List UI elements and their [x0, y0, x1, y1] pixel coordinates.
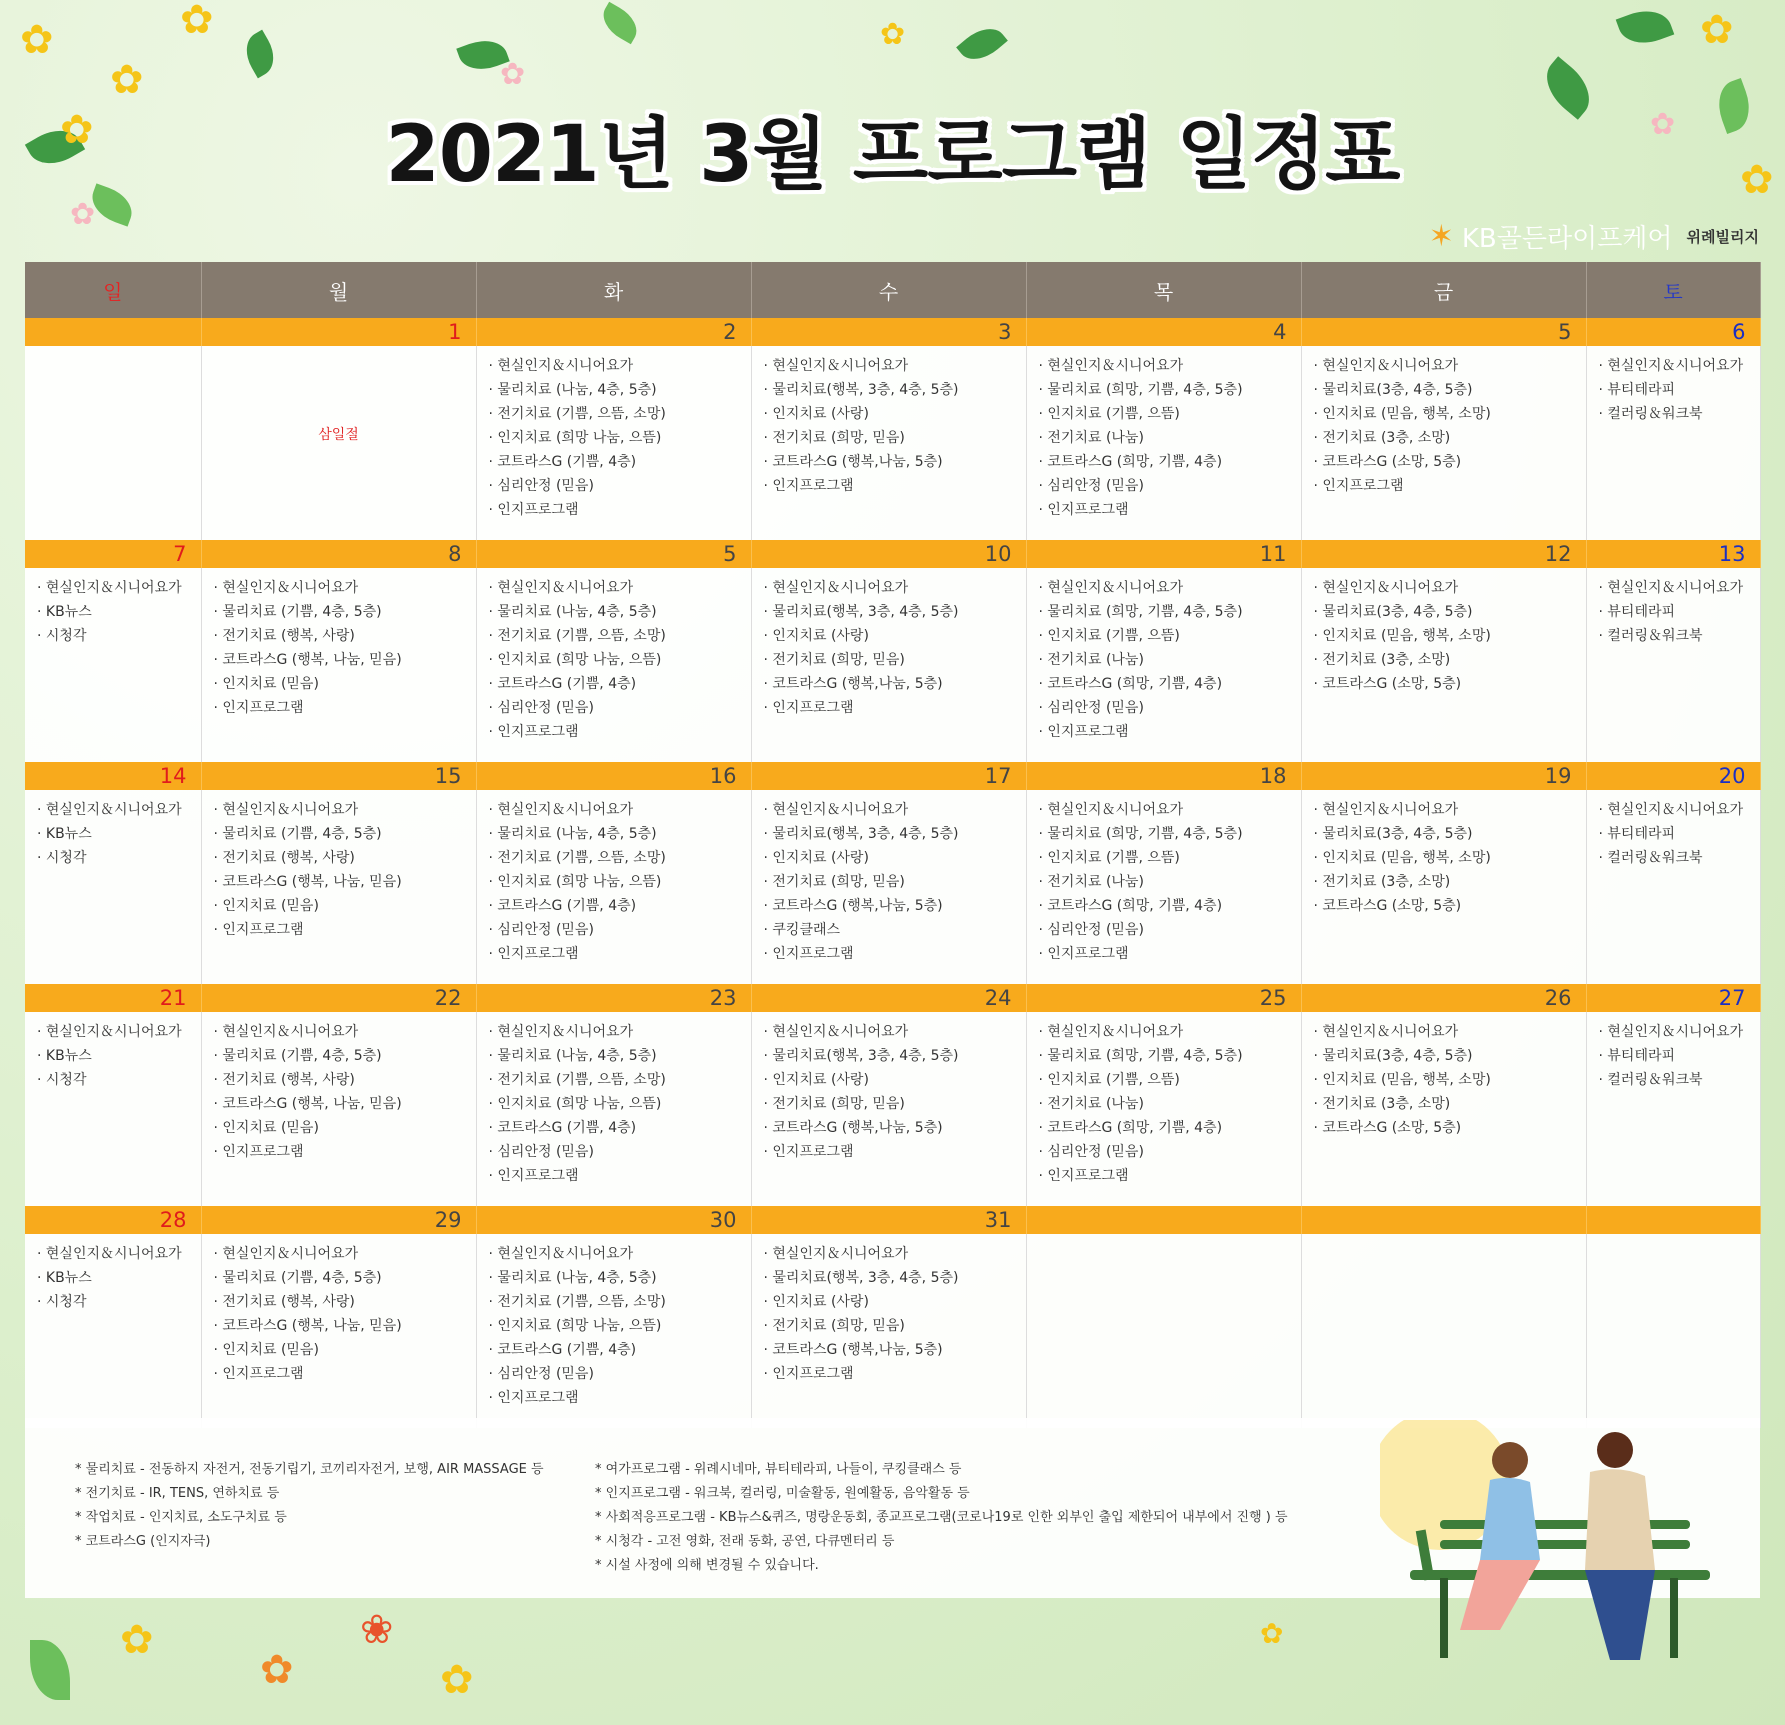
decoration-top-center [400, 0, 1100, 100]
date-row [25, 984, 1760, 1012]
schedule-cell-tue [476, 790, 751, 984]
schedule-item: · 쿠킹클래스 [763, 922, 841, 938]
flower-icon: ✿ [180, 0, 214, 43]
date-cell-tue: 23 [476, 984, 751, 1012]
schedule-item: · 전기치료 (3층, 소망) [1313, 874, 1451, 890]
schedule-cell-wed [751, 346, 1026, 540]
schedule-item: · 전기치료 (3층, 소망) [1313, 652, 1451, 668]
schedule-item: · 인지치료 (믿음, 행복, 소망) [1313, 406, 1491, 422]
schedule-item: · 코트라스G (기쁨, 4층) [488, 676, 637, 692]
schedule-item: · 물리치료 (나눔, 4층, 5층) [488, 1048, 657, 1064]
schedule-item: · 인지프로그램 [488, 1390, 579, 1406]
schedule-item: · 코트라스G (희망, 기쁨, 4층) [1038, 898, 1223, 914]
schedule-cell-sat [1586, 568, 1760, 762]
schedule-item: · 전기치료 (희망, 믿음) [763, 1318, 905, 1334]
schedule-item: · 인지프로그램 [488, 946, 579, 962]
schedule-item: · 물리치료 (희망, 기쁨, 4층, 5층) [1038, 382, 1243, 398]
schedule-item: · 코트라스G (소망, 5층) [1313, 676, 1462, 692]
schedule-cell-sat [1586, 1012, 1760, 1206]
schedule-item: · 전기치료 (기쁨, 으뜸, 소망) [488, 1294, 666, 1310]
note-line: * 물리치료 - 전동하지 자전거, 전동기립기, 코끼리자전거, 보행, AIR MASSAGE 등 [75, 1462, 544, 1477]
schedule-cell-sun [25, 1012, 201, 1206]
schedule-item: · 인지프로그램 [763, 1144, 854, 1160]
schedule-item: · 인지치료 (믿음) [213, 676, 319, 692]
schedule-item: · 컬러링＆워크북 [1598, 850, 1703, 866]
leaf-icon [1616, 2, 1675, 51]
schedule-item: · 코트라스G (행복,나눔, 5층) [763, 1342, 943, 1358]
date-cell-thu [1026, 1206, 1301, 1234]
schedule-item: · 현실인지＆시니어요가 [1038, 1024, 1184, 1040]
date-cell-fri [1301, 1206, 1586, 1234]
flower-icon: ✿ [60, 107, 94, 153]
schedule-item: · 인지프로그램 [1038, 946, 1129, 962]
schedule-item: · 인지치료 (믿음) [213, 1120, 319, 1136]
page-title: 2021년 3월 프로그램 일정표 [385, 110, 1400, 200]
schedule-cell-thu [1026, 568, 1301, 762]
schedule-item: · 코트라스G (소망, 5층) [1313, 1120, 1462, 1136]
schedule-item: · 전기치료 (나눔) [1038, 430, 1144, 446]
weekday-wed: 수 [751, 262, 1026, 318]
schedule-cell-sun [25, 1234, 201, 1428]
schedule-item: · 물리치료 (나눔, 4층, 5층) [488, 604, 657, 620]
schedule-item: · 인지프로그램 [1313, 478, 1404, 494]
schedule-item: · KB뉴스 [37, 826, 92, 842]
schedule-item: · 전기치료 (기쁨, 으뜸, 소망) [488, 406, 666, 422]
notes-right-column [595, 1458, 1288, 1578]
schedule-item: · 물리치료 (기쁨, 4층, 5층) [213, 826, 382, 842]
schedule-cell-thu [1026, 790, 1301, 984]
date-cell-fri: 19 [1301, 762, 1586, 790]
schedule-item: · 현실인지＆시니어요가 [488, 1246, 634, 1262]
date-cell-fri: 5 [1301, 318, 1586, 346]
schedule-item: · 전기치료 (3층, 소망) [1313, 1096, 1451, 1112]
schedule-item: · 물리치료 (기쁨, 4층, 5층) [213, 604, 382, 620]
schedule-item: · 인지프로그램 [763, 946, 854, 962]
schedule-item: · 현실인지＆시니어요가 [37, 580, 182, 596]
schedule-item: · 현실인지＆시니어요가 [1313, 1024, 1459, 1040]
schedule-item: · 코트라스G (희망, 기쁨, 4층) [1038, 454, 1223, 470]
date-cell-sun: 28 [25, 1206, 201, 1234]
schedule-item: · 코트라스G (행복, 나눔, 믿음) [213, 1318, 402, 1334]
schedule-item: · 물리치료 (나눔, 4층, 5층) [488, 826, 657, 842]
schedule-item: · KB뉴스 [37, 604, 92, 620]
schedule-item: · 전기치료 (행복, 사랑) [213, 628, 355, 644]
kb-logo-icon: ✶ [1428, 219, 1454, 254]
schedule-item: · 인지치료 (기쁨, 으뜸) [1038, 850, 1180, 866]
note-line: * 시청각 - 고전 영화, 전래 동화, 공연, 다큐멘터리 등 [595, 1534, 895, 1549]
date-cell-sat [1586, 1206, 1760, 1234]
schedule-row [25, 568, 1760, 762]
schedule-item: · 인지치료 (희망 나눔, 으뜸) [488, 874, 662, 890]
schedule-item: · 컬러링＆워크북 [1598, 628, 1703, 644]
date-cell-sun: 21 [25, 984, 201, 1012]
schedule-cell-sat [1586, 790, 1760, 984]
schedule-item: · 시청각 [37, 1294, 87, 1310]
flower-icon: ✿ [70, 197, 96, 232]
schedule-item: · 코트라스G (기쁨, 4층) [488, 454, 637, 470]
schedule-item: · 물리치료(행복, 3층, 4층, 5층) [763, 1270, 959, 1286]
date-cell-wed: 3 [751, 318, 1026, 346]
schedule-item: · 현실인지＆시니어요가 [763, 1024, 909, 1040]
schedule-item: · KB뉴스 [37, 1270, 92, 1286]
schedule-row [25, 1234, 1760, 1428]
schedule-item: · 물리치료 (희망, 기쁨, 4층, 5층) [1038, 604, 1243, 620]
schedule-item: · 뷰티테라피 [1598, 1048, 1676, 1064]
date-cell-thu: 25 [1026, 984, 1301, 1012]
schedule-item: · 전기치료 (나눔) [1038, 874, 1144, 890]
schedule-item: · 코트라스G (소망, 5층) [1313, 454, 1462, 470]
note-line: * 사회적응프로그램 - KB뉴스&퀴즈, 명랑운동회, 종교프로그램(코로나19로 인한 외부인 출입 제한되어 내부에서 진행 ) 등 [595, 1510, 1288, 1525]
schedule-item: · 현실인지＆시니어요가 [37, 802, 182, 818]
schedule-cell-fri [1301, 1234, 1586, 1428]
date-row [25, 540, 1760, 568]
schedule-item: · 인지치료 (믿음, 행복, 소망) [1313, 1072, 1491, 1088]
schedule-item: · 물리치료(3층, 4층, 5층) [1313, 382, 1473, 398]
date-cell-wed: 17 [751, 762, 1026, 790]
schedule-item: · KB뉴스 [37, 1048, 92, 1064]
schedule-cell-sat [1586, 346, 1760, 540]
schedule-cell-sun [25, 346, 201, 540]
schedule-item: · 심리안정 (믿음) [488, 700, 594, 716]
schedule-item: · 인지치료 (희망 나눔, 으뜸) [488, 430, 662, 446]
schedule-cell-fri [1301, 568, 1586, 762]
date-row [25, 762, 1760, 790]
schedule-cell-tue [476, 1234, 751, 1428]
schedule-cell-mon [201, 790, 476, 984]
schedule-item: · 전기치료 (기쁨, 으뜸, 소망) [488, 850, 666, 866]
schedule-item: · 현실인지＆시니어요가 [488, 358, 634, 374]
schedule-item: · 코트라스G (행복,나눔, 5층) [763, 1120, 943, 1136]
schedule-item: · 인지프로그램 [213, 1144, 304, 1160]
schedule-item: · 코트라스G (기쁨, 4층) [488, 898, 637, 914]
weekday-sun: 일 [25, 262, 201, 318]
weekday-tue: 화 [476, 262, 751, 318]
schedule-item: · 현실인지＆시니어요가 [763, 580, 909, 596]
note-line: * 전기치료 - IR, TENS, 연하치료 등 [75, 1486, 280, 1501]
schedule-item: · 컬러링＆워크북 [1598, 1072, 1703, 1088]
date-cell-sat: 20 [1586, 762, 1760, 790]
date-cell-sat: 27 [1586, 984, 1760, 1012]
schedule-item: · 코트라스G (행복, 나눔, 믿음) [213, 874, 402, 890]
date-cell-mon: 22 [201, 984, 476, 1012]
schedule-item: · 현실인지＆시니어요가 [763, 802, 909, 818]
schedule-item: · 인지프로그램 [1038, 724, 1129, 740]
schedule-item: · 현실인지＆시니어요가 [213, 1246, 359, 1262]
date-cell-fri: 12 [1301, 540, 1586, 568]
date-cell-mon: 1 [201, 318, 476, 346]
schedule-item: · 인지치료 (희망 나눔, 으뜸) [488, 652, 662, 668]
schedule-item: · 인지치료 (믿음, 행복, 소망) [1313, 628, 1491, 644]
schedule-item: · 코트라스G (희망, 기쁨, 4층) [1038, 676, 1223, 692]
schedule-item: · 물리치료(행복, 3층, 4층, 5층) [763, 604, 959, 620]
schedule-item: · 인지치료 (믿음) [213, 1342, 319, 1358]
schedule-item: · 물리치료 (희망, 기쁨, 4층, 5층) [1038, 826, 1243, 842]
schedule-item: · 전기치료 (나눔) [1038, 1096, 1144, 1112]
schedule-cell-wed [751, 568, 1026, 762]
flower-icon: ✿ [500, 57, 526, 92]
schedule-cell-mon [201, 1234, 476, 1428]
schedule-item: · 현실인지＆시니어요가 [1598, 802, 1744, 818]
schedule-cell-sun [25, 790, 201, 984]
schedule-item: · 심리안정 (믿음) [488, 922, 594, 938]
schedule-item: · 인지치료 (사랑) [763, 406, 869, 422]
schedule-item: · 현실인지＆시니어요가 [37, 1024, 182, 1040]
schedule-item: · 심리안정 (믿음) [1038, 1144, 1144, 1160]
schedule-row [25, 346, 1760, 540]
flower-icon: ✿ [880, 17, 906, 52]
schedule-row [25, 1012, 1760, 1206]
date-cell-fri: 26 [1301, 984, 1586, 1012]
notes-left-column [75, 1458, 544, 1554]
note-line: * 여가프로그램 - 위례시네마, 뷰티테라피, 나들이, 쿠킹클래스 등 [595, 1462, 962, 1477]
schedule-item: · 현실인지＆시니어요가 [763, 358, 909, 374]
schedule-item: · 현실인지＆시니어요가 [213, 580, 359, 596]
schedule-cell-wed [751, 1234, 1026, 1428]
date-row [25, 1206, 1760, 1234]
leaf-icon [238, 30, 282, 79]
schedule-item: · 전기치료 (희망, 믿음) [763, 430, 905, 446]
schedule-item: · 물리치료 (나눔, 4층, 5층) [488, 1270, 657, 1286]
weekday-fri: 금 [1301, 262, 1586, 318]
schedule-item: · 전기치료 (희망, 믿음) [763, 874, 905, 890]
schedule-item: · 현실인지＆시니어요가 [1313, 358, 1459, 374]
schedule-item: · 현실인지＆시니어요가 [1038, 580, 1184, 596]
schedule-item: · 현실인지＆시니어요가 [1313, 580, 1459, 596]
schedule-item: · 코트라스G (기쁨, 4층) [488, 1342, 637, 1358]
schedule-cell-wed [751, 1012, 1026, 1206]
date-cell-mon: 29 [201, 1206, 476, 1234]
couple-on-bench-illustration [1380, 1420, 1740, 1700]
schedule-item: · 현실인지＆시니어요가 [763, 1246, 909, 1262]
schedule-item: · 현실인지＆시니어요가 [1598, 1024, 1744, 1040]
schedule-item: · 현실인지＆시니어요가 [213, 1024, 359, 1040]
date-cell-wed: 10 [751, 540, 1026, 568]
schedule-item: · 전기치료 (행복, 사랑) [213, 1072, 355, 1088]
schedule-item: · 전기치료 (행복, 사랑) [213, 1294, 355, 1310]
schedule-cell-fri [1301, 790, 1586, 984]
schedule-item: · 인지치료 (사랑) [763, 1072, 869, 1088]
brand-logo [1429, 218, 1759, 255]
date-cell-tue: 16 [476, 762, 751, 790]
date-cell-thu: 4 [1026, 318, 1301, 346]
schedule-item: · 현실인지＆시니어요가 [37, 1246, 182, 1262]
schedule-item: · 물리치료(3층, 4층, 5층) [1313, 1048, 1473, 1064]
date-cell-mon: 8 [201, 540, 476, 568]
schedule-item: · 인지프로그램 [213, 922, 304, 938]
schedule-item: · 인지프로그램 [488, 724, 579, 740]
schedule-cell-sat [1586, 1234, 1760, 1428]
schedule-item: · 컬러링＆워크북 [1598, 406, 1703, 422]
schedule-item: · 인지프로그램 [488, 1168, 579, 1184]
schedule-cell-wed [751, 790, 1026, 984]
schedule-item: · 코트라스G (행복,나눔, 5층) [763, 898, 943, 914]
schedule-cell-fri [1301, 346, 1586, 540]
schedule-item: · 물리치료(3층, 4층, 5층) [1313, 826, 1473, 842]
schedule-item: · 시청각 [37, 1072, 87, 1088]
schedule-item: · 뷰티테라피 [1598, 826, 1676, 842]
leaf-icon [596, 2, 644, 45]
brand-sub: 위례빌리지 [1686, 228, 1759, 246]
flower-icon: ✿ [20, 17, 54, 63]
schedule-item: · 물리치료 (희망, 기쁨, 4층, 5층) [1038, 1048, 1243, 1064]
note-line: * 인지프로그램 - 워크북, 컬러링, 미술활동, 원예활동, 음악활동 등 [595, 1486, 970, 1501]
schedule-item: · 인지프로그램 [763, 1366, 854, 1382]
schedule-item: · 심리안정 (믿음) [488, 1366, 594, 1382]
schedule-cell-tue [476, 1012, 751, 1206]
date-cell-tue: 2 [476, 318, 751, 346]
flower-icon: ✿ [1740, 157, 1774, 203]
date-cell-tue: 5 [476, 540, 751, 568]
schedule-row [25, 790, 1760, 984]
leaf-icon [956, 19, 1008, 69]
schedule-item: · 전기치료 (나눔) [1038, 652, 1144, 668]
schedule-item: · 코트라스G (소망, 5층) [1313, 898, 1462, 914]
schedule-item: · 심리안정 (믿음) [1038, 700, 1144, 716]
schedule-item: · 시청각 [37, 628, 87, 644]
schedule-item: · 전기치료 (기쁨, 으뜸, 소망) [488, 628, 666, 644]
schedule-item: · 심리안정 (믿음) [1038, 478, 1144, 494]
schedule-item: · 인지프로그램 [1038, 1168, 1129, 1184]
flower-icon: ✿ [1700, 7, 1734, 53]
schedule-item: · 뷰티테라피 [1598, 382, 1676, 398]
schedule-item: · 물리치료(행복, 3층, 4층, 5층) [763, 1048, 959, 1064]
calendar-body [25, 318, 1760, 1428]
schedule-item: · 시청각 [37, 850, 87, 866]
date-cell-tue: 30 [476, 1206, 751, 1234]
weekday-sat: 토 [1586, 262, 1760, 318]
note-line: * 시설 사정에 의해 변경될 수 있습니다. [595, 1558, 819, 1573]
schedule-cell-tue [476, 346, 751, 540]
schedule-item: · 물리치료(행복, 3층, 4층, 5층) [763, 382, 959, 398]
schedule-item: · 인지프로그램 [213, 1366, 304, 1382]
flower-icon: ✿ [260, 1647, 294, 1693]
date-cell-sun [25, 318, 201, 346]
flower-icon: ✿ [110, 57, 144, 103]
schedule-item: · 코트라스G (행복, 나눔, 믿음) [213, 1096, 402, 1112]
schedule-item: · 코트라스G (기쁨, 4층) [488, 1120, 637, 1136]
schedule-item: · 현실인지＆시니어요가 [1313, 802, 1459, 818]
schedule-item: · 인지프로그램 [1038, 502, 1129, 518]
date-cell-mon: 15 [201, 762, 476, 790]
weekday-thu: 목 [1026, 262, 1301, 318]
schedule-item: · 전기치료 (3층, 소망) [1313, 430, 1451, 446]
leaf-icon [30, 1640, 70, 1700]
date-row [25, 318, 1760, 346]
calendar-table [25, 262, 1761, 1428]
schedule-item: · 코트라스G (희망, 기쁨, 4층) [1038, 1120, 1223, 1136]
schedule-item: · 인지프로그램 [488, 502, 579, 518]
schedule-item: · 인지치료 (사랑) [763, 628, 869, 644]
schedule-cell-thu [1026, 346, 1301, 540]
schedule-item: · 인지치료 (믿음) [213, 898, 319, 914]
date-cell-wed: 31 [751, 1206, 1026, 1234]
schedule-item: · 현실인지＆시니어요가 [1598, 358, 1744, 374]
schedule-item: · 현실인지＆시니어요가 [488, 1024, 634, 1040]
schedule-item: · 전기치료 (희망, 믿음) [763, 1096, 905, 1112]
schedule-item: · 현실인지＆시니어요가 [1038, 358, 1184, 374]
schedule-item: · 뷰티테라피 [1598, 604, 1676, 620]
schedule-cell-mon [201, 1012, 476, 1206]
flower-icon: ✿ [1260, 1617, 1284, 1650]
schedule-item: · 인지치료 (기쁨, 으뜸) [1038, 406, 1180, 422]
schedule-item: · 인지치료 (믿음, 행복, 소망) [1313, 850, 1491, 866]
date-cell-sun: 14 [25, 762, 201, 790]
weekday-mon: 월 [201, 262, 476, 318]
schedule-item: · 인지프로그램 [213, 700, 304, 716]
schedule-item: · 인지치료 (기쁨, 으뜸) [1038, 628, 1180, 644]
date-cell-thu: 18 [1026, 762, 1301, 790]
schedule-item: · 현실인지＆시니어요가 [213, 802, 359, 818]
date-cell-sun: 7 [25, 540, 201, 568]
weekday-header-row [25, 262, 1760, 318]
date-cell-sat: 6 [1586, 318, 1760, 346]
schedule-item: · 코트라스G (행복, 나눔, 믿음) [213, 652, 402, 668]
schedule-item: · 인지치료 (기쁨, 으뜸) [1038, 1072, 1180, 1088]
schedule-item: · 인지치료 (사랑) [763, 850, 869, 866]
holiday-label: 삼일절 [318, 427, 359, 443]
schedule-cell-sun [25, 568, 201, 762]
schedule-item: · 인지치료 (희망 나눔, 으뜸) [488, 1318, 662, 1334]
schedule-item: · 현실인지＆시니어요가 [1038, 802, 1184, 818]
schedule-item: · 코트라스G (행복,나눔, 5층) [763, 676, 943, 692]
schedule-cell-thu [1026, 1234, 1301, 1428]
schedule-cell-mon [201, 346, 476, 540]
brand-name: KB골든라이프케어 [1461, 224, 1673, 254]
schedule-item: · 전기치료 (행복, 사랑) [213, 850, 355, 866]
schedule-cell-thu [1026, 1012, 1301, 1206]
schedule-item: · 코트라스G (행복,나눔, 5층) [763, 454, 943, 470]
date-cell-sat: 13 [1586, 540, 1760, 568]
schedule-item: · 현실인지＆시니어요가 [488, 580, 634, 596]
schedule-item: · 심리안정 (믿음) [488, 1144, 594, 1160]
schedule-cell-mon [201, 568, 476, 762]
schedule-item: · 물리치료 (기쁨, 4층, 5층) [213, 1270, 382, 1286]
flower-icon: ❀ [360, 1607, 394, 1653]
flower-icon: ✿ [440, 1657, 474, 1703]
schedule-item: · 전기치료 (기쁨, 으뜸, 소망) [488, 1072, 666, 1088]
note-line: * 코트라스G (인지자극) [75, 1534, 211, 1549]
flower-icon: ✿ [1650, 107, 1676, 142]
schedule-item: · 물리치료 (기쁨, 4층, 5층) [213, 1048, 382, 1064]
schedule-item: · 인지치료 (사랑) [763, 1294, 869, 1310]
schedule-item: · 현실인지＆시니어요가 [1598, 580, 1744, 596]
schedule-item: · 물리치료(행복, 3층, 4층, 5층) [763, 826, 959, 842]
schedule-item: · 심리안정 (믿음) [1038, 922, 1144, 938]
date-cell-wed: 24 [751, 984, 1026, 1012]
schedule-item: · 물리치료(3층, 4층, 5층) [1313, 604, 1473, 620]
date-cell-thu: 11 [1026, 540, 1301, 568]
schedule-item: · 물리치료 (나눔, 4층, 5층) [488, 382, 657, 398]
schedule-cell-fri [1301, 1012, 1586, 1206]
schedule-item: · 인지치료 (희망 나눔, 으뜸) [488, 1096, 662, 1112]
flower-icon: ✿ [120, 1617, 154, 1663]
schedule-item: · 인지프로그램 [763, 478, 854, 494]
note-line: * 작업치료 - 인지치료, 소도구치료 등 [75, 1510, 287, 1525]
schedule-item: · 전기치료 (희망, 믿음) [763, 652, 905, 668]
schedule-item: · 인지프로그램 [763, 700, 854, 716]
schedule-item: · 심리안정 (믿음) [488, 478, 594, 494]
schedule-item: · 현실인지＆시니어요가 [488, 802, 634, 818]
schedule-cell-tue [476, 568, 751, 762]
